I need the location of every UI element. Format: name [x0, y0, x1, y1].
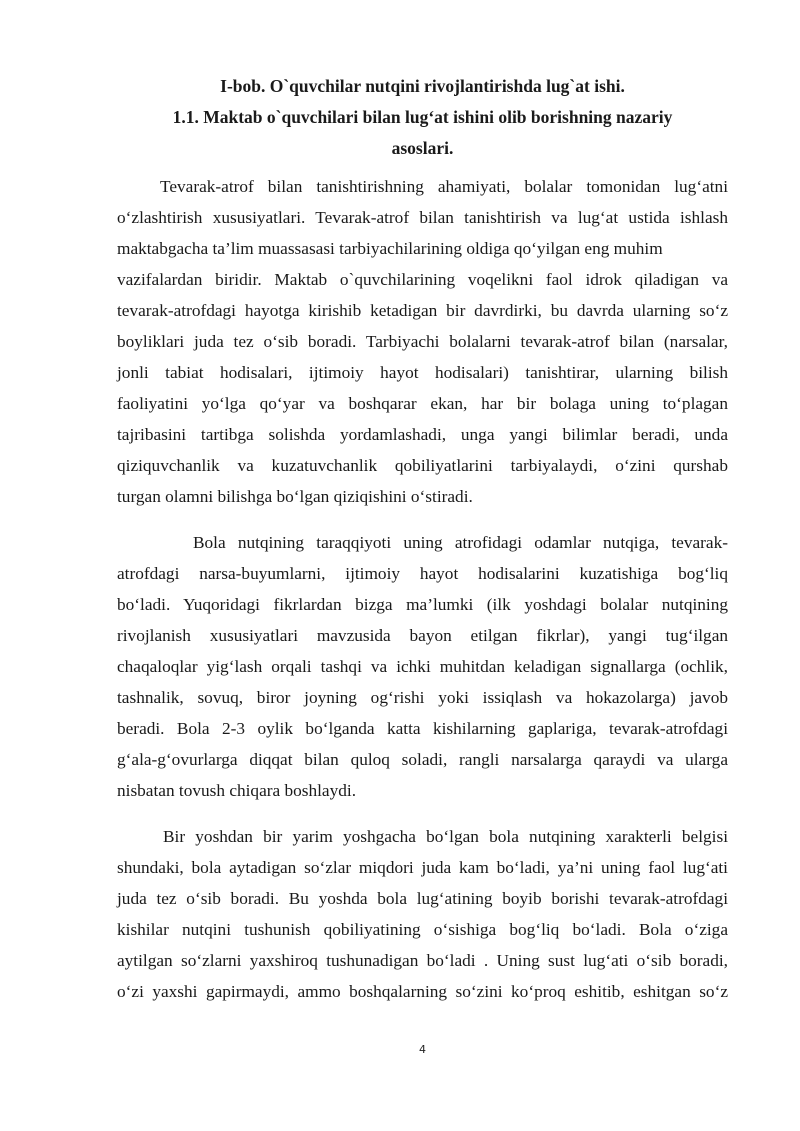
paragraph-line: Tevarak-atrof bilan tanishtirishning ahamiyati, bolalar tomonidan lug‘atni: [160, 177, 728, 196]
paragraph-line: jonli tabiat hodisalari, ijtimoiy hayot hodisalari) tanishtirar, ularning bilish: [117, 363, 728, 382]
paragraph-line: bo‘ladi. Yuqoridagi fikrlardan bizga ma’lumki (ilk yoshdagi bolalar nutqining: [117, 595, 728, 614]
paragraph-line: Bola nutqining taraqqiyoti uning atrofidagi odamlar nutqiga, tevarak-: [193, 533, 728, 552]
paragraph-line: nisbatan tovush chiqara boshlaydi.: [117, 781, 357, 800]
paragraph-line: tevarak-atrofdagi hayotga kirishib ketadigan bir davrdirki, bu davrda ularning so‘z: [117, 301, 728, 320]
paragraph-line: juda tez o‘sib boradi. Bu yoshda bola lug‘atining boyib borishi tevarak-atrofdagi: [117, 889, 728, 908]
chapter-heading: I-bob. O`quvchilar nutqini rivojlantirishda lug`at ishi.: [220, 76, 625, 96]
paragraph-line: vazifalardan biridir. Maktab o`quvchilarining voqelikni faol idrok qiladigan va: [117, 270, 728, 289]
paragraph-line: atrofdagi narsa-buyumlarni, ijtimoiy hayot hodisalarini kuzatishiga bog‘liq: [117, 564, 728, 583]
paragraph-line: Bir yoshdan bir yarim yoshgacha bo‘lgan bola nutqining xarakterli belgisi: [163, 827, 728, 846]
paragraph-line: faoliyatini yo‘lga qo‘yar va boshqarar ekan, har bir bolaga uning to‘plagan: [117, 394, 728, 413]
paragraph-line: maktabgacha ta’lim muassasasi tarbiyachilarining oldiga qo‘yilgan eng muhim: [117, 239, 663, 258]
paragraph-line: o‘zi yaxshi gapirmaydi, ammo boshqalarning so‘zini ko‘proq eshitib, eshitgan so‘z: [117, 982, 728, 1001]
page-number: 4: [419, 1043, 426, 1056]
section-heading-line-2: asoslari.: [391, 138, 454, 158]
section-heading-line-1: 1.1. Maktab o`quvchilari bilan lug‘at ishini olib borishning nazariy: [172, 107, 673, 127]
paragraph-line: aytilgan so‘zlarni yaxshiroq tushunadigan bo‘ladi . Uning sust lug‘ati o‘sib boradi,: [117, 951, 728, 970]
paragraph-line: boyliklari juda tez o‘sib boradi. Tarbiyachi bolalarni tevarak-atrof bilan (narsalar,: [117, 332, 728, 351]
paragraph-line: beradi. Bola 2-3 oylik bo‘lganda katta kishilarning gaplariga, tevarak-atrofdagi: [117, 719, 728, 738]
paragraph-line: kishilar nutqini tushunish qobiliyatining o‘sishiga bog‘liq bo‘ladi. Bola o‘ziga: [117, 920, 728, 939]
paragraph-line: o‘zlashtirish xususiyatlari. Tevarak-atrof bilan tanishtirish va lug‘at ustida ishlash: [117, 208, 728, 227]
paragraph-line: g‘ala-g‘ovurlarga diqqat bilan quloq soladi, rangli narsalarga qaraydi va ularga: [117, 750, 728, 769]
paragraph-line: tashnalik, sovuq, biror joyning og‘rishi yoki issiqlash va hokazolarga) javob: [117, 688, 728, 707]
paragraph-line: chaqaloqlar yig‘lash orqali tashqi va ichki muhitdan keladigan signallarga (ochlik,: [117, 657, 728, 676]
paragraph-line: qiziquvchanlik va kuzatuvchanlik qobiliyatlarini tarbiyalaydi, o‘zini qurshab: [117, 456, 728, 475]
paragraph-line: tajribasini tartibga solishda yordamlashadi, unga yangi bilimlar beradi, unda: [117, 425, 728, 444]
paragraph-line: turgan olamni bilishga bo‘lgan qiziqishini o‘stiradi.: [117, 487, 473, 506]
paragraph-line: shundaki, bola aytadigan so‘zlar miqdori juda kam bo‘ladi, ya’ni uning faol lug‘ati: [117, 858, 728, 877]
paragraph-line: rivojlanish xususiyatlari mavzusida bayon etilgan fikrlar), yangi tug‘ilgan: [117, 626, 728, 645]
